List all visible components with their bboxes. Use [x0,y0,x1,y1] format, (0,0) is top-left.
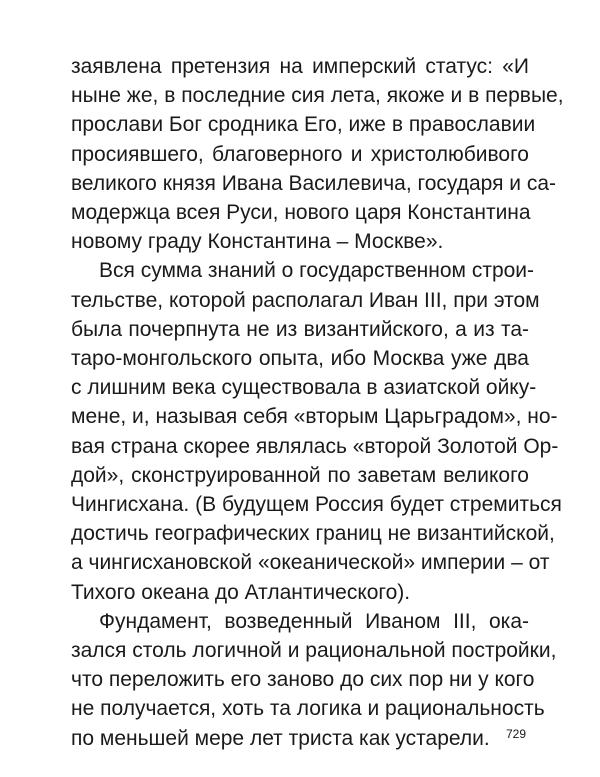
paragraph-1 [71,52,564,256]
text-line: великого князя Ивана Василевича, государя и са- [71,171,557,195]
text-line: Фундамент, возведенный Иваном III, ока- [99,609,529,633]
text-line: что переложить его заново до сих пор ни у кого [71,668,535,692]
text-line: новому граду Константина – Москве». [71,230,444,254]
text-line: зался столь логичной и рациональной постройки, [71,639,557,663]
text-line: таро-монгольского опыта, ибо Москва уже два [71,347,529,371]
paragraph-2 [71,256,562,606]
paragraph-3 [71,607,557,753]
text-line: Чингисхана. (В будущем Россия будет стремиться [71,493,562,517]
text-line: заявлена претензия на имперский статус: «И [71,55,529,78]
text-line: ныне же, в последние сия лета, якоже и в первые, [71,84,564,108]
page-number: 729 [505,727,526,741]
text-line: модержца всея Руси, нового царя Константина [71,201,531,225]
text-line: тельстве, которой располагал Иван III, при этом [71,288,540,312]
text-line: просиявшего, благоверного и христолюбивого [71,142,529,166]
text-line: дой», сконструированной по заветам великого [71,463,529,487]
body-text [71,52,564,753]
text-line: вая страна скорее являлась «второй Золотой Ор- [71,434,559,458]
text-line: а чингисхановской «океанической» империи – от [71,551,550,575]
text-line: Вся сумма знаний о государственном строи- [99,259,535,283]
text-line: прослави Бог сродника Его, иже в православии [71,113,536,137]
text-line: не получается, хоть та логика и рациональность [71,697,545,721]
text-line: была почерпнута не из византийского, а из та- [71,317,529,341]
text-line: Тихого океана до Атлантического). [71,580,411,604]
text-line: мене, и, называя себя «вторым Царьградом», но- [71,405,558,429]
text-line: достичь географических границ не византийской, [71,522,555,546]
text-line: с лишним века существовала в азиатской ойку- [71,376,537,400]
text-line: по меньшей мере лет триста как устарели. [71,726,490,750]
